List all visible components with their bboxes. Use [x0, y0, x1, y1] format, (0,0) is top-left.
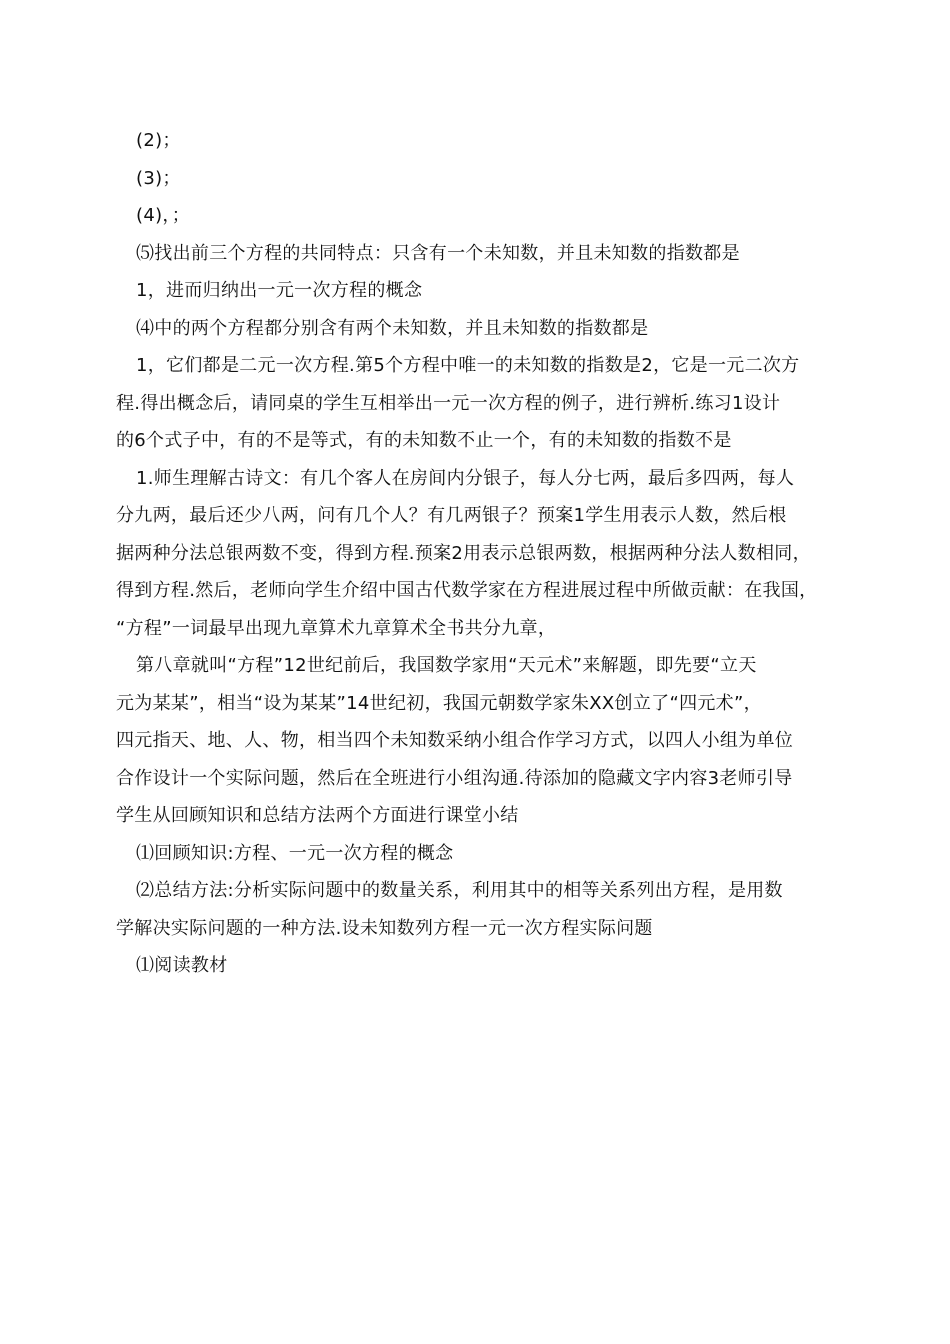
text-line: 合作设计一个实际问题，然后在全班进行小组沟通.待添加的隐藏文字内容3老师引导	[116, 767, 793, 789]
text-line: ⑷中的两个方程都分别含有两个未知数，并且未知数的指数都是	[136, 317, 649, 339]
document-body	[116, 122, 846, 985]
text-line: 的6个式子中，有的不是等式，有的未知数不止一个，有的未知数的指数不是	[116, 430, 732, 451]
text-line: 程.得出概念后，请同桌的学生互相举出一元一次方程的例子，进行辨析.练习1设计	[116, 392, 781, 414]
text-line: 得到方程.然后，老师向学生介绍中国古代数学家在方程进展过程中所做贡献：在我国，	[116, 580, 818, 601]
text-line: 第八章就叫“方程”12世纪前后，我国数学家用“天元术”来解题，即先要“立天	[136, 655, 757, 676]
text-line: ⑸找出前三个方程的共同特点：只含有一个未知数，并且未知数的指数都是	[136, 242, 740, 264]
text-line: 分九两，最后还少八两，问有几个人？有几两银子？预案1学生用表示人数，然后根	[116, 505, 787, 526]
text-line: “方程”一词最早出现九章算术九章算术全书共分九章，	[116, 617, 557, 639]
text-line: 1，它们都是二元一次方程.第5个方程中唯一的未知数的指数是2，它是一元二次方	[136, 355, 800, 376]
text-line: (2)；	[136, 130, 181, 151]
text-line: 四元指天、地、人、物，相当四个未知数采纳小组合作学习方式，以四人小组为单位	[116, 730, 794, 751]
text-line: ⑴阅读教材	[136, 955, 228, 976]
text-line: 1.师生理解古诗文：有几个客人在房间内分银子，每人分七两，最后多四两，每人	[136, 467, 795, 489]
text-line: 1，进而归纳出一元一次方程的概念	[136, 280, 423, 301]
text-line: 元为某某”，相当“设为某某”14世纪初，我国元朝数学家朱XX创立了“四元术”，	[116, 692, 762, 714]
text-line: (3)；	[136, 167, 181, 189]
text-line: ⑴回顾知识:方程、一元一次方程的概念	[136, 842, 454, 864]
text-line: ⑵总结方法:分析实际问题中的数量关系，利用其中的相等关系列出方程，是用数	[136, 880, 783, 901]
text-line: 据两种分法总银两数不变，得到方程.预案2用表示总银两数，根据两种分法人数相同，	[116, 542, 811, 564]
text-line: 学解决实际问题的一种方法.设未知数列方程一元一次方程实际问题	[116, 917, 653, 939]
text-line: 学生从回顾知识和总结方法两个方面进行课堂小结	[116, 805, 519, 826]
text-line: (4)，；	[136, 205, 190, 226]
